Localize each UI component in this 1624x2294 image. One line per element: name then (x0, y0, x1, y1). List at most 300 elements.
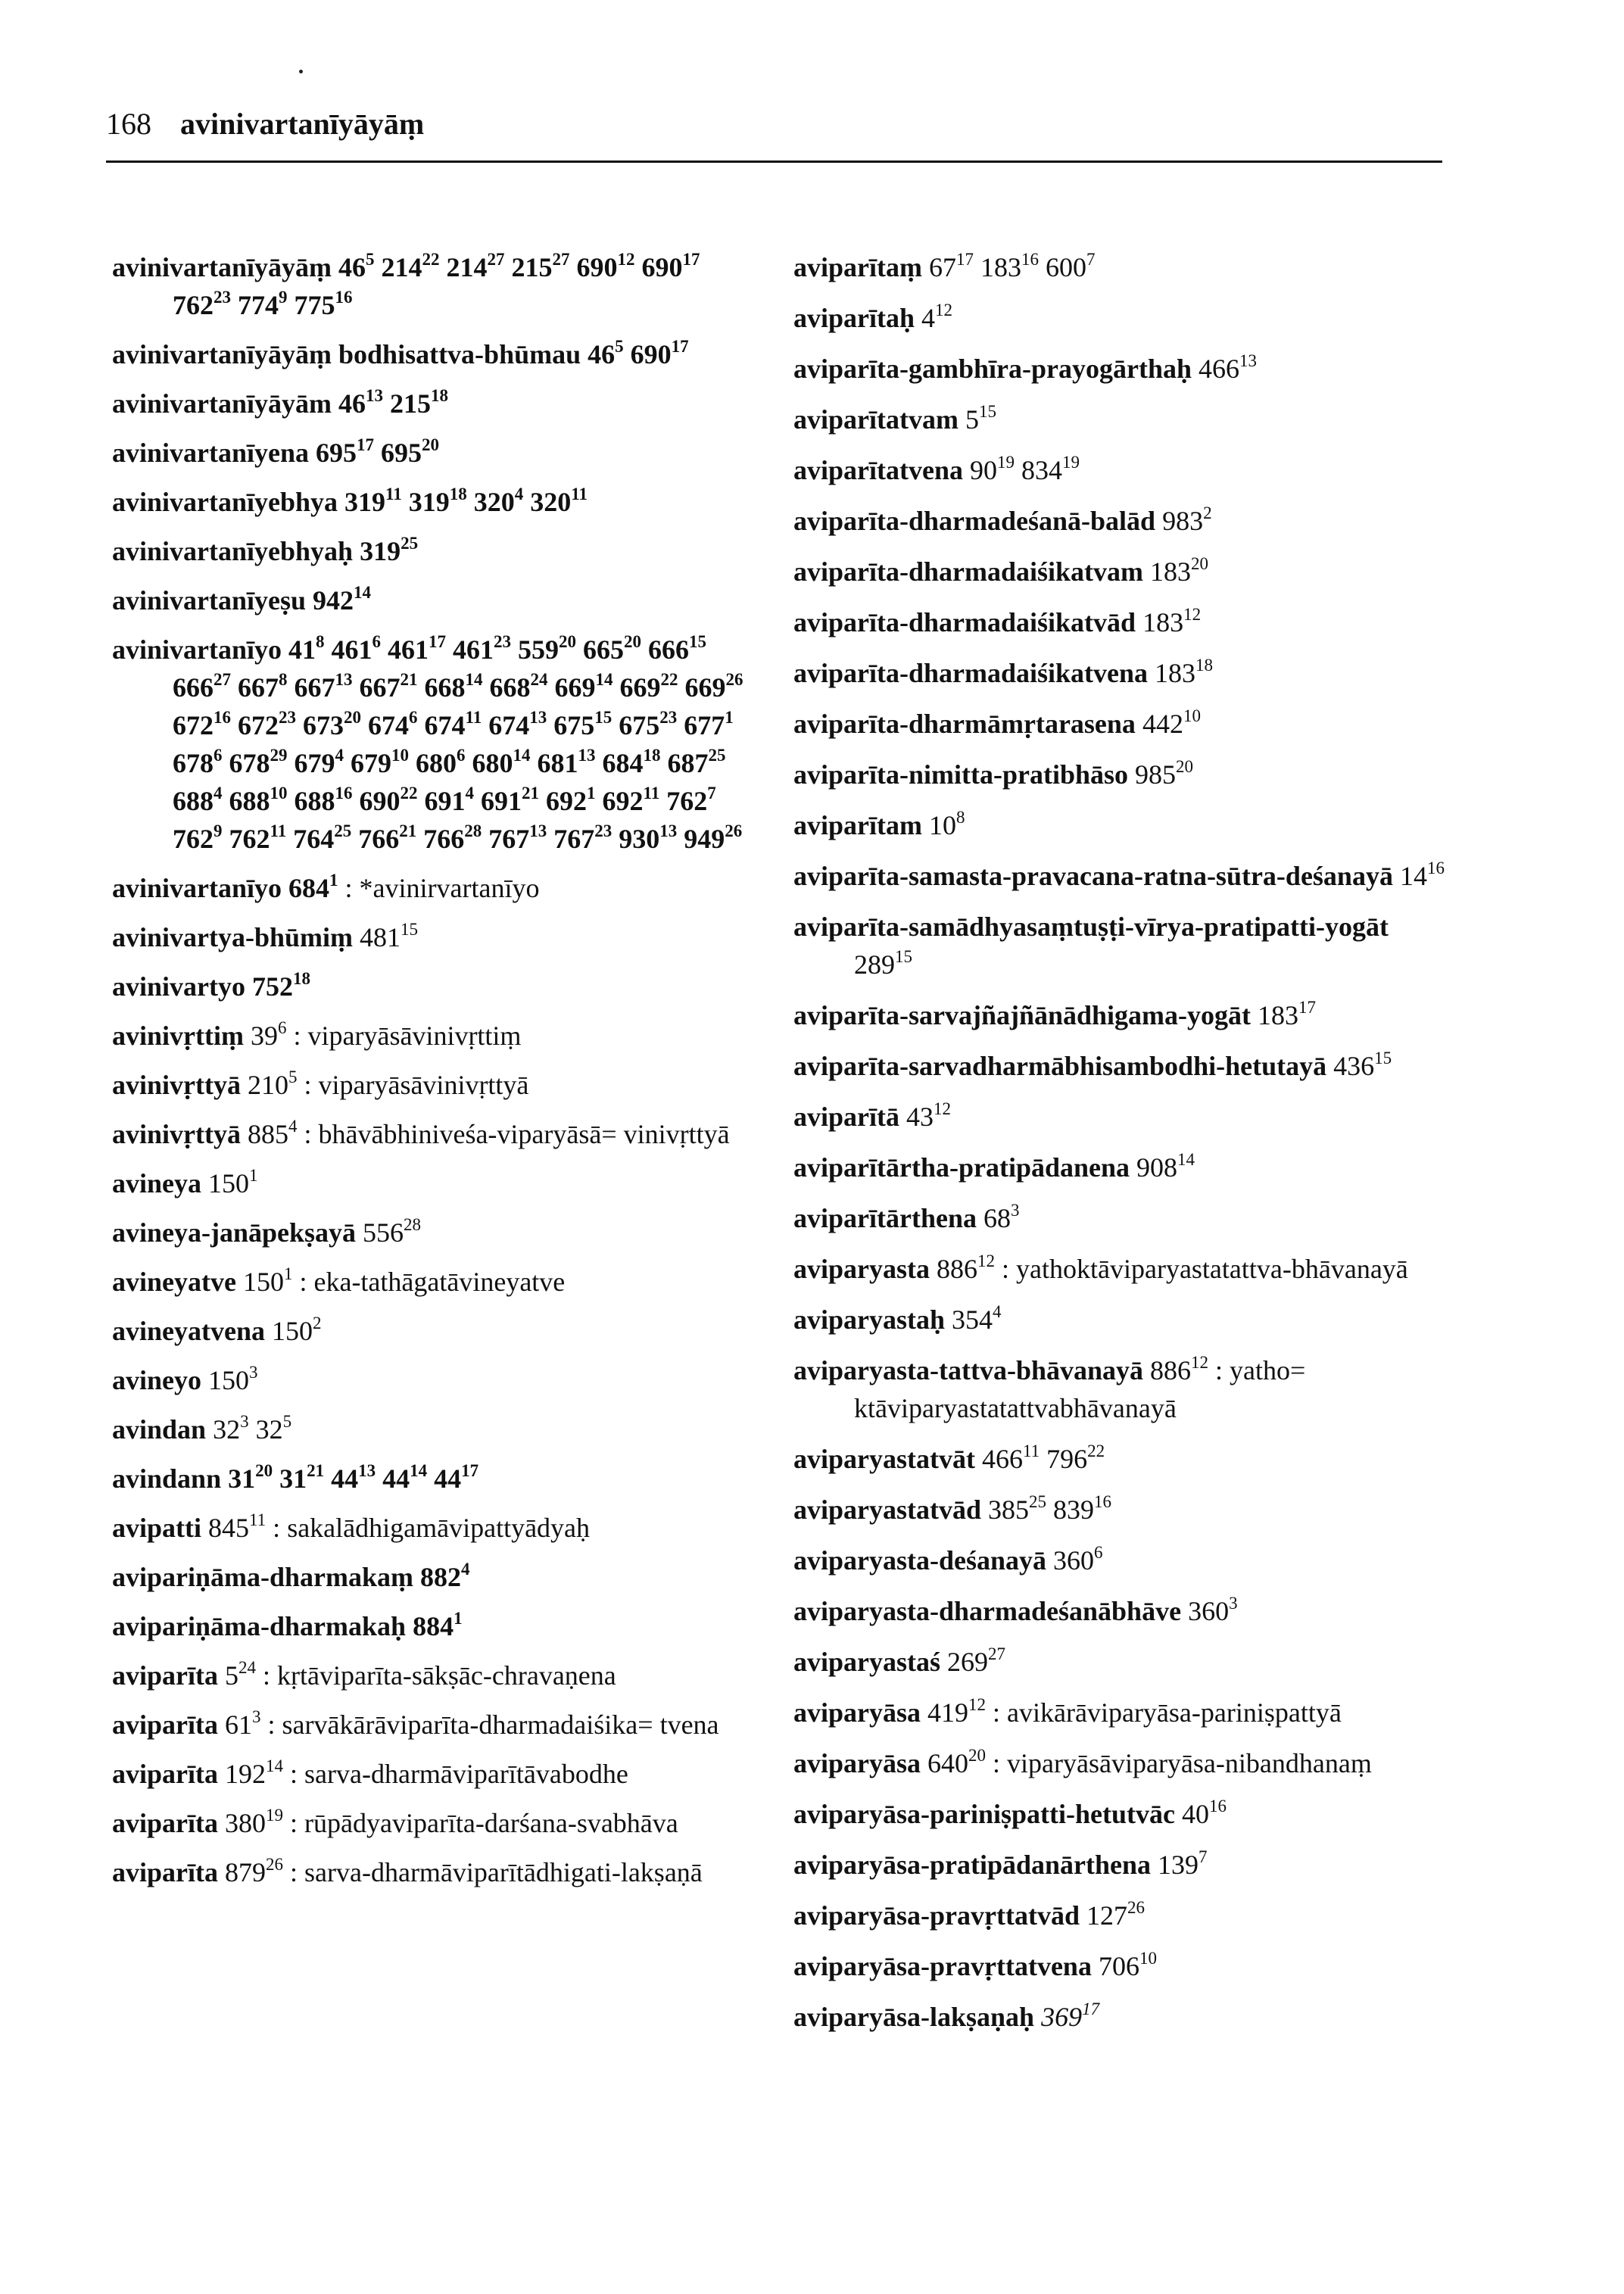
page-reference (668, 748, 726, 778)
page-reference (313, 585, 371, 616)
page-reference (238, 672, 288, 703)
page-number: 678 (173, 748, 214, 778)
line-number: 29 (270, 746, 288, 765)
page-number: 43 (906, 1102, 934, 1132)
entry-gloss: viparyāsāvinivṛttiṃ (307, 1021, 522, 1051)
entry-gloss: sarvākārāviparīta-dharmadaiśika= tvena (282, 1710, 719, 1740)
entry-term: avinivartanīyebhyaḥ (112, 536, 354, 566)
index-entry (793, 857, 1445, 895)
entry-term: aviparīta (112, 1710, 218, 1740)
page-number: 183 (1150, 556, 1192, 587)
entry-term: avindan (112, 1414, 207, 1445)
page-reference (248, 1119, 298, 1149)
page-number: 667 (294, 672, 335, 703)
page-number: 68 (983, 1203, 1011, 1233)
page-reference (631, 339, 689, 369)
entry-references (927, 1748, 986, 1778)
page-reference (1041, 1999, 1100, 2032)
index-column-left (112, 248, 763, 1903)
entry-term: aviparītatvam (793, 404, 959, 435)
index-entry (112, 335, 763, 373)
line-number: 12 (968, 1695, 987, 1714)
entry-references (588, 339, 689, 369)
page-reference (252, 971, 310, 1002)
entry-term: aviparīta-dharmadeśanā-balād (793, 506, 1156, 536)
page-reference (619, 821, 678, 854)
line-number: 18 (643, 746, 661, 765)
page-reference (488, 821, 547, 854)
line-number: 16 (1021, 250, 1039, 269)
gloss-separator: : (1002, 1254, 1010, 1284)
page-reference (272, 1316, 322, 1346)
page-reference (173, 710, 231, 740)
page-number: 667 (359, 672, 401, 703)
entry-references (1150, 1355, 1208, 1385)
page-reference (238, 710, 296, 740)
index-entry (793, 1643, 1445, 1681)
entry-term: aviparyastatvād (793, 1495, 982, 1525)
page-number: 690 (630, 339, 672, 369)
page-number: 985 (1135, 759, 1177, 790)
entry-references (1041, 1999, 1100, 2032)
line-number: 17 (1082, 1999, 1100, 2018)
page-reference (295, 786, 353, 816)
page-number: 879 (225, 1857, 266, 1887)
entry-references (983, 1203, 1020, 1233)
line-number: 13 (1239, 351, 1257, 370)
line-number: 5 (615, 337, 624, 356)
page-number: 192 (225, 1759, 266, 1789)
page-reference (921, 303, 952, 333)
line-number: 23 (494, 632, 512, 651)
page-number: 41 (288, 634, 316, 665)
entry-term: aviparīta-dharmadaiśikatvād (793, 607, 1136, 637)
entry-gloss: sarva-dharmāviparītāvabodhe (304, 1759, 628, 1789)
page-number: 40 (1182, 1799, 1209, 1829)
page-reference (331, 1463, 376, 1494)
page-number: 679 (294, 748, 335, 778)
line-number: 21 (400, 670, 418, 689)
entry-term: avinivartanīyena (112, 438, 310, 468)
index-entry (793, 1541, 1445, 1579)
page-reference (970, 455, 1015, 485)
page-number: 466 (1199, 354, 1239, 384)
line-number: 25 (708, 746, 726, 765)
entry-references (965, 404, 996, 435)
page-number: 559 (518, 634, 560, 665)
entry-references (1135, 759, 1193, 790)
line-number: 14 (465, 670, 483, 689)
page-number: 692 (602, 786, 644, 816)
line-number: 13 (358, 1461, 376, 1480)
line-number: 14 (354, 583, 372, 602)
entry-gloss: sarva-dharmāviparītādhigati-lakṣaṇā (304, 1857, 703, 1887)
page-reference (1053, 1492, 1112, 1525)
entry-references (213, 1414, 291, 1445)
entry-gloss: eka-tathāgatāvineyatve (313, 1267, 566, 1297)
page-number: 556 (363, 1217, 404, 1248)
entry-term: aviparītatvena (793, 455, 963, 485)
line-number: 7 (1086, 250, 1096, 269)
page-reference (1142, 607, 1201, 637)
page-reference (929, 810, 965, 840)
page-reference (225, 1808, 283, 1838)
line-number: 12 (977, 1251, 995, 1270)
page-reference (684, 710, 734, 740)
line-number: 6 (1094, 1543, 1103, 1562)
index-entry (112, 1263, 763, 1301)
line-number: 17 (429, 632, 447, 651)
page-number: 319 (344, 487, 386, 517)
entry-gloss: viparyāsāvinivṛttyā (318, 1070, 529, 1100)
page-reference (1053, 1545, 1103, 1576)
entry-references (208, 1365, 258, 1395)
page-number: 766 (423, 824, 465, 854)
page-number: 691 (481, 786, 522, 816)
gloss-separator: : (344, 873, 353, 903)
gloss-separator: : (263, 1660, 271, 1691)
page-number: 665 (583, 634, 625, 665)
page-number: 681 (537, 748, 578, 778)
page-reference (363, 1217, 421, 1248)
entry-gloss: yatho= ktāviparyastatattvabhāvanayā (854, 1355, 1306, 1423)
entry-references (413, 1611, 463, 1641)
entry-references (927, 1697, 986, 1728)
line-number: 20 (968, 1746, 987, 1765)
entry-references (360, 536, 418, 566)
index-entry (793, 1250, 1445, 1288)
page-reference (906, 1099, 951, 1132)
page-reference (1400, 861, 1445, 891)
entry-term: aviparīta-dharmadaiśikatvena (793, 658, 1149, 688)
page-reference (173, 748, 223, 778)
line-number: 1 (283, 1264, 293, 1283)
index-entry (793, 654, 1445, 692)
line-number: 23 (594, 821, 613, 840)
line-number: 27 (988, 1644, 1006, 1663)
page-reference (360, 786, 418, 816)
line-number: 13 (529, 821, 547, 840)
page-reference (1136, 1152, 1195, 1183)
index-entry (793, 1440, 1445, 1478)
page-reference (413, 1611, 463, 1641)
entry-term: aviparīta (112, 1808, 218, 1838)
gloss-separator: : (273, 1513, 281, 1543)
page-number: 46 (338, 388, 366, 419)
line-number: 28 (464, 821, 482, 840)
line-number: 15 (594, 708, 613, 727)
page-reference (555, 672, 613, 703)
line-number: 14 (266, 1756, 283, 1775)
index-entry (793, 1897, 1445, 1934)
page-number: 90 (969, 455, 997, 485)
page-number: 215 (390, 388, 432, 419)
page-reference (983, 1203, 1020, 1233)
line-number: 11 (385, 485, 402, 503)
page-number: 127 (1086, 1900, 1127, 1931)
page-reference (242, 1264, 293, 1297)
page-reference (173, 290, 231, 320)
page-number: 762 (173, 290, 214, 320)
entry-references (208, 1168, 258, 1198)
page-reference (1258, 1000, 1316, 1030)
entry-term: aviparītam (793, 810, 922, 840)
entry-references (1333, 1051, 1392, 1081)
page-reference (937, 1251, 995, 1284)
line-number: 1 (329, 871, 338, 890)
page-number: 183 (980, 252, 1021, 282)
index-entry (112, 1853, 763, 1891)
entry-term: avinivṛttyā (112, 1119, 241, 1149)
entry-term: aviparīta-dharmadaiśikatvam (793, 556, 1144, 587)
entry-term: aviparyāsa (793, 1697, 921, 1728)
page-reference (225, 1756, 283, 1789)
page-reference (250, 1018, 287, 1051)
entry-term: aviparīta-gambhīra-prayogārthaḥ (793, 354, 1192, 384)
line-number: 6 (372, 632, 382, 651)
page-number: 674 (424, 710, 466, 740)
page-number: 31 (228, 1463, 256, 1494)
page-reference (409, 487, 467, 517)
entry-term: aviparīta (112, 1660, 218, 1691)
page-reference (1155, 658, 1213, 688)
page-number: 215 (511, 252, 553, 282)
entry-references (252, 971, 310, 1002)
entry-references (344, 487, 588, 517)
line-number: 25 (334, 821, 352, 840)
page-reference (256, 1414, 292, 1445)
page-number: 669 (554, 672, 596, 703)
page-number: 61 (225, 1710, 252, 1740)
page-reference (416, 748, 466, 778)
line-number: 17 (671, 337, 689, 356)
index-entry (793, 553, 1445, 591)
page-reference (666, 786, 716, 816)
line-number: 6 (214, 746, 223, 765)
line-number: 12 (1191, 1353, 1209, 1372)
page-reference (512, 252, 570, 282)
index-entry (112, 918, 763, 956)
page-reference (619, 710, 677, 740)
entry-term: aviparyasta-dharmadeśanābhāve (793, 1596, 1182, 1626)
entry-references (173, 634, 743, 854)
page-number: 706 (1098, 1951, 1139, 1981)
page-number: 32 (213, 1414, 241, 1445)
line-number: 5 (282, 1412, 292, 1431)
page-number: 680 (416, 748, 457, 778)
page-number: 668 (489, 672, 531, 703)
entry-references (272, 1316, 322, 1346)
page-reference (360, 536, 418, 566)
entry-gloss: *avinirvartanīyo (359, 873, 540, 903)
page-number: 678 (229, 748, 270, 778)
page-number: 319 (360, 536, 401, 566)
index-entry (112, 483, 763, 521)
page-reference (316, 435, 375, 468)
page-number: 385 (988, 1495, 1030, 1525)
entry-gloss: viparyāsāviparyāsa-nibandhanaṃ (1007, 1748, 1372, 1778)
gloss-separator: : (993, 1748, 1001, 1778)
entry-term: avinivartanīyo (112, 634, 282, 665)
entry-term: aviparīta-sarvadharmābhisambodhi-hetutayā (793, 1051, 1327, 1081)
line-number: 10 (270, 784, 288, 803)
line-number: 27 (552, 250, 570, 269)
line-number: 6 (277, 1018, 287, 1037)
index-entry (793, 1694, 1445, 1731)
line-number: 14 (595, 670, 613, 689)
page-reference (173, 786, 223, 816)
page-number: 67 (928, 252, 956, 282)
page-number: 983 (1162, 506, 1204, 536)
page-number: 5 (965, 404, 979, 435)
entry-gloss: avikārāviparyāsa-pariniṣpattyā (1007, 1697, 1342, 1728)
entry-references (248, 1070, 298, 1100)
index-entry (793, 1301, 1445, 1339)
line-number: 13 (529, 708, 547, 727)
line-number: 15 (401, 920, 419, 939)
page-reference (382, 252, 440, 282)
entry-references (1258, 1000, 1316, 1030)
entry-references (1199, 351, 1257, 384)
entry-term: aviparīta-dharmāmṛtarasena (793, 709, 1136, 739)
page-reference (472, 748, 531, 778)
index-entry (112, 581, 763, 619)
index-entry (112, 385, 763, 422)
line-number: 23 (659, 708, 678, 727)
entry-term: avineyatve (112, 1267, 236, 1297)
line-number: 12 (617, 250, 635, 269)
entry-references (970, 455, 1080, 485)
page-reference (208, 1365, 258, 1395)
page-reference (1162, 503, 1212, 536)
entry-term: aviparīta (112, 1759, 218, 1789)
index-entry (112, 631, 763, 858)
line-number: 3 (249, 1363, 258, 1382)
entry-term: aviparīta-nimitta-pratibhāso (793, 759, 1129, 790)
page-number: 688 (173, 786, 214, 816)
entry-references (1136, 1152, 1195, 1183)
line-number: 9 (279, 288, 288, 307)
page-number: 461 (388, 634, 429, 665)
line-number: 16 (1209, 1797, 1227, 1816)
page-number: 640 (927, 1748, 969, 1778)
entry-term: aviparītaṃ (793, 252, 922, 282)
page-number: 673 (303, 710, 344, 740)
page-number: 839 (1053, 1495, 1095, 1525)
page-reference (332, 634, 382, 665)
page-reference (358, 821, 417, 854)
page-number: 183 (1155, 658, 1196, 688)
page-number: 10 (928, 810, 956, 840)
entry-references (1142, 607, 1201, 637)
page-number: 688 (294, 786, 335, 816)
page-reference (238, 290, 288, 320)
page-number: 289 (854, 949, 895, 980)
page-number: 691 (424, 786, 466, 816)
page-number: 882 (420, 1562, 462, 1592)
line-number: 16 (1094, 1492, 1112, 1511)
page-reference (229, 821, 287, 854)
entry-term: aviparyastaś (793, 1647, 941, 1677)
index-entry (793, 1098, 1445, 1136)
index-entry (793, 1846, 1445, 1884)
index-entry (112, 1115, 763, 1153)
line-number: 3 (252, 1707, 261, 1726)
page-reference (228, 1463, 273, 1494)
line-number: 10 (1139, 1949, 1157, 1968)
line-number: 11 (1022, 1442, 1040, 1460)
page-reference (685, 672, 743, 703)
line-number: 11 (465, 708, 482, 727)
page-number: 942 (313, 585, 354, 616)
page-reference (248, 1070, 298, 1100)
entry-term: avipariṇāma-dharmakaṃ (112, 1562, 414, 1592)
page-reference (288, 873, 338, 903)
page-number: 31 (279, 1463, 307, 1494)
line-number: 16 (214, 708, 231, 727)
index-entry (793, 1491, 1445, 1529)
page-reference (425, 786, 475, 816)
entry-term: avineya (112, 1168, 202, 1198)
entry-references (225, 1808, 283, 1838)
page-reference (295, 748, 344, 778)
line-number: 4 (335, 746, 344, 765)
line-number: 8 (316, 632, 325, 651)
line-number: 4 (514, 485, 524, 503)
gloss-separator: : (993, 1697, 1001, 1728)
index-entry (793, 451, 1445, 489)
entry-references (937, 1251, 995, 1284)
page-number: 419 (927, 1697, 969, 1728)
line-number: 18 (293, 969, 310, 988)
line-number: 26 (266, 1855, 283, 1874)
page-reference (1199, 351, 1257, 384)
entry-gloss: rūpādyaviparīta-darśana-svabhāva (304, 1808, 678, 1838)
page-number: 668 (424, 672, 466, 703)
page-number: 677 (684, 710, 725, 740)
page-number: 774 (238, 290, 279, 320)
index-entry (112, 248, 763, 324)
entry-term: avinivartanīyeṣu (112, 585, 307, 616)
page-number: 766 (358, 824, 400, 854)
page-number: 380 (225, 1808, 266, 1838)
line-number: 15 (689, 632, 707, 651)
line-number: 24 (530, 670, 548, 689)
index-entry (112, 1706, 763, 1744)
line-number: 19 (266, 1806, 283, 1825)
page-reference (488, 710, 547, 740)
line-number: 19 (996, 453, 1015, 472)
line-number: 3 (1229, 1594, 1238, 1613)
page-number: 886 (1150, 1355, 1192, 1385)
running-headword: avinivartanīyāyāṃ (180, 107, 425, 141)
line-number: 28 (404, 1215, 422, 1234)
entry-gloss: sakalādhigamāvipattyādyaḥ (287, 1513, 591, 1543)
entry-references (929, 810, 965, 840)
line-number: 17 (682, 250, 700, 269)
page-reference (225, 1660, 256, 1691)
line-number: 20 (1191, 554, 1209, 573)
page-reference (530, 487, 588, 517)
entry-references (225, 1756, 283, 1789)
gloss-separator: : (304, 1070, 312, 1100)
index-entry (793, 299, 1445, 337)
entry-references (1150, 556, 1208, 587)
entry-term: aviparyasta-tattva-bhāvanayā (793, 1355, 1144, 1385)
gloss-separator: : (293, 1021, 301, 1051)
line-number: 20 (559, 632, 577, 651)
page-reference (173, 821, 223, 854)
